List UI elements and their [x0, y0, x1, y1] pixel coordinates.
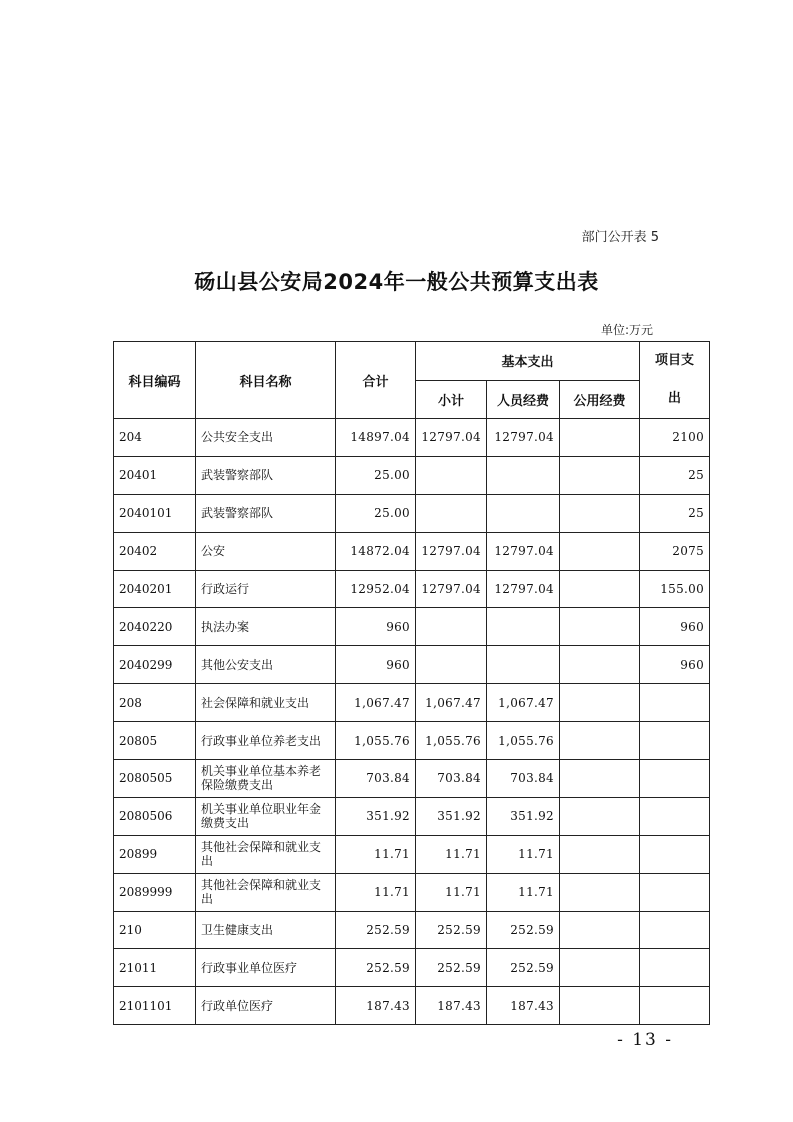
cell-project	[640, 987, 710, 1025]
cell-subtotal	[416, 456, 487, 494]
cell-code: 2040299	[114, 646, 196, 684]
cell-personnel	[487, 494, 560, 532]
cell-name: 武装警察部队	[196, 456, 336, 494]
cell-project	[640, 797, 710, 835]
cell-personnel: 11.71	[487, 873, 560, 911]
cell-code: 2080505	[114, 760, 196, 798]
cell-personnel: 252.59	[487, 911, 560, 949]
table-row	[114, 987, 710, 1025]
cell-code: 20805	[114, 722, 196, 760]
cell-total: 252.59	[336, 949, 416, 987]
cell-project	[640, 684, 710, 722]
cell-name: 武装警察部队	[196, 494, 336, 532]
cell-public-use	[560, 797, 640, 835]
cell-public-use	[560, 456, 640, 494]
cell-total: 14872.04	[336, 532, 416, 570]
header-name: 科目名称	[196, 342, 336, 419]
cell-subtotal: 12797.04	[416, 532, 487, 570]
cell-project: 155.00	[640, 570, 710, 608]
header-personnel: 人员经费	[487, 380, 560, 419]
cell-total: 187.43	[336, 987, 416, 1025]
cell-code: 20401	[114, 456, 196, 494]
cell-project	[640, 722, 710, 760]
cell-personnel: 12797.04	[487, 570, 560, 608]
cell-project: 25	[640, 456, 710, 494]
cell-public-use	[560, 684, 640, 722]
cell-total: 1,055.76	[336, 722, 416, 760]
cell-name: 机关事业单位基本养老保险缴费支出	[196, 760, 336, 798]
cell-code: 2040220	[114, 608, 196, 646]
cell-total: 25.00	[336, 456, 416, 494]
cell-subtotal: 252.59	[416, 949, 487, 987]
cell-total: 12952.04	[336, 570, 416, 608]
header-project	[640, 342, 710, 419]
cell-project	[640, 873, 710, 911]
cell-public-use	[560, 646, 640, 684]
cell-subtotal	[416, 494, 487, 532]
cell-personnel	[487, 456, 560, 494]
cell-name: 社会保障和就业支出	[196, 684, 336, 722]
cell-project: 2075	[640, 532, 710, 570]
table-row	[114, 646, 710, 684]
cell-name: 其他社会保障和就业支出	[196, 873, 336, 911]
table-body	[114, 419, 710, 1025]
cell-personnel: 12797.04	[487, 532, 560, 570]
cell-name: 机关事业单位职业年金缴费支出	[196, 797, 336, 835]
cell-code: 210	[114, 911, 196, 949]
cell-total: 11.71	[336, 835, 416, 873]
cell-personnel: 703.84	[487, 760, 560, 798]
table-row	[114, 797, 710, 835]
cell-subtotal: 12797.04	[416, 419, 487, 457]
cell-public-use	[560, 873, 640, 911]
cell-public-use	[560, 608, 640, 646]
header-subtotal: 小计	[416, 380, 487, 419]
cell-code: 2040101	[114, 494, 196, 532]
cell-code: 208	[114, 684, 196, 722]
cell-name: 行政事业单位医疗	[196, 949, 336, 987]
header-basic: 基本支出	[416, 342, 640, 381]
table-row	[114, 835, 710, 873]
cell-subtotal: 12797.04	[416, 570, 487, 608]
header-project-line1: 项目支	[655, 353, 695, 368]
cell-personnel: 187.43	[487, 987, 560, 1025]
cell-subtotal: 703.84	[416, 760, 487, 798]
cell-code: 20402	[114, 532, 196, 570]
cell-public-use	[560, 722, 640, 760]
cell-total: 11.71	[336, 873, 416, 911]
cell-personnel	[487, 646, 560, 684]
cell-project	[640, 911, 710, 949]
cell-subtotal: 1,067.47	[416, 684, 487, 722]
header-total: 合计	[336, 342, 416, 419]
cell-personnel: 11.71	[487, 835, 560, 873]
document-title: 砀山县公安局2024年一般公共预算支出表	[194, 270, 599, 294]
table-row	[114, 570, 710, 608]
cell-subtotal: 1,055.76	[416, 722, 487, 760]
cell-project: 2100	[640, 419, 710, 457]
table-row	[114, 456, 710, 494]
cell-subtotal: 351.92	[416, 797, 487, 835]
header-project-line2: 出	[668, 391, 682, 406]
cell-name: 行政单位医疗	[196, 987, 336, 1025]
cell-name: 行政事业单位养老支出	[196, 722, 336, 760]
cell-name: 其他社会保障和就业支出	[196, 835, 336, 873]
cell-personnel: 1,067.47	[487, 684, 560, 722]
table-row	[114, 722, 710, 760]
cell-subtotal: 11.71	[416, 873, 487, 911]
cell-subtotal: 252.59	[416, 911, 487, 949]
cell-project: 25	[640, 494, 710, 532]
cell-public-use	[560, 570, 640, 608]
cell-project	[640, 835, 710, 873]
cell-code: 2040201	[114, 570, 196, 608]
page-number: - 13 -	[617, 1030, 673, 1050]
table-row	[114, 532, 710, 570]
cell-project: 960	[640, 608, 710, 646]
cell-public-use	[560, 419, 640, 457]
cell-public-use	[560, 494, 640, 532]
unit-label: 单位:万元	[600, 323, 653, 337]
table-row	[114, 873, 710, 911]
cell-total: 252.59	[336, 911, 416, 949]
cell-name: 其他公安支出	[196, 646, 336, 684]
cell-personnel: 12797.04	[487, 419, 560, 457]
budget-table	[113, 341, 710, 1025]
cell-personnel: 252.59	[487, 949, 560, 987]
table-row	[114, 949, 710, 987]
cell-total: 351.92	[336, 797, 416, 835]
cell-subtotal: 11.71	[416, 835, 487, 873]
cell-project: 960	[640, 646, 710, 684]
table-row	[114, 911, 710, 949]
cell-code: 21011	[114, 949, 196, 987]
cell-name: 卫生健康支出	[196, 911, 336, 949]
cell-total: 960	[336, 608, 416, 646]
cell-subtotal: 187.43	[416, 987, 487, 1025]
cell-name: 执法办案	[196, 608, 336, 646]
cell-personnel	[487, 608, 560, 646]
cell-total: 960	[336, 646, 416, 684]
cell-total: 703.84	[336, 760, 416, 798]
cell-name: 行政运行	[196, 570, 336, 608]
header-code: 科目编码	[114, 342, 196, 419]
cell-total: 25.00	[336, 494, 416, 532]
cell-code: 2101101	[114, 987, 196, 1025]
cell-public-use	[560, 760, 640, 798]
cell-name: 公安	[196, 532, 336, 570]
cell-code: 204	[114, 419, 196, 457]
cell-public-use	[560, 835, 640, 873]
table-row	[114, 608, 710, 646]
cell-public-use	[560, 949, 640, 987]
cell-project	[640, 949, 710, 987]
cell-personnel: 1,055.76	[487, 722, 560, 760]
cell-code: 2080506	[114, 797, 196, 835]
cell-subtotal	[416, 646, 487, 684]
cell-public-use	[560, 911, 640, 949]
cell-code: 20899	[114, 835, 196, 873]
cell-public-use	[560, 987, 640, 1025]
cell-total: 1,067.47	[336, 684, 416, 722]
cell-public-use	[560, 532, 640, 570]
cell-project	[640, 760, 710, 798]
table-row	[114, 684, 710, 722]
header-public-use: 公用经费	[560, 380, 640, 419]
cell-name: 公共安全支出	[196, 419, 336, 457]
cell-personnel: 351.92	[487, 797, 560, 835]
cell-subtotal	[416, 608, 487, 646]
cell-code: 2089999	[114, 873, 196, 911]
table-row	[114, 494, 710, 532]
page-label: 部门公开表 5	[581, 230, 659, 245]
table-row	[114, 760, 710, 798]
table-row	[114, 419, 710, 457]
cell-total: 14897.04	[336, 419, 416, 457]
